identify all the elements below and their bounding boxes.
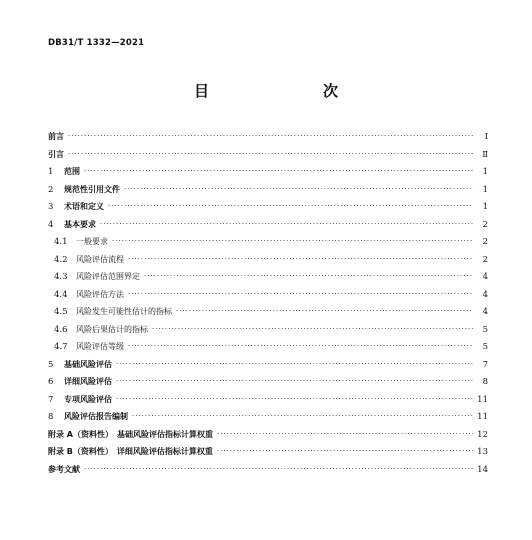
toc-entry-page: 5 [482, 342, 488, 352]
toc-entry-label: 风险评估范围界定 [76, 272, 140, 281]
toc-entry-label: 专项风险评估 [64, 394, 112, 404]
toc-entry-page: 2 [482, 254, 488, 265]
toc-leader-dots [124, 181, 473, 199]
toc-entry-number: 6 [48, 377, 54, 387]
toc-entry-number: 4.7 [54, 342, 68, 352]
toc-leader-dots [128, 286, 473, 304]
toc-entry[interactable] [48, 321, 488, 339]
toc-leader-dots [152, 321, 473, 339]
toc-leader-dots [144, 268, 473, 286]
toc-entry-page: 2 [482, 237, 488, 247]
toc-entry-page: 2 [482, 219, 488, 230]
toc-entry[interactable] [48, 408, 488, 426]
toc-entry-page: 4 [482, 307, 488, 317]
toc-leader-dots [112, 233, 473, 251]
toc-entry-page: 1 [482, 202, 488, 212]
toc-entry-number: 7 [48, 394, 54, 405]
toc-entry-page: 11 [477, 394, 488, 405]
toc-entry-label: 基本要求 [64, 219, 96, 229]
toc-entry-page: 8 [482, 377, 488, 387]
toc-entry[interactable] [48, 286, 488, 304]
toc-entry-label: 风险评估方法 [76, 289, 124, 299]
toc-entry[interactable] [48, 356, 488, 374]
toc-leader-dots [217, 443, 473, 461]
toc-leader-dots [128, 251, 473, 269]
toc-entry-label: 术语和定义 [64, 202, 104, 211]
toc-entry-label: 附录 A（资料性） 基础风险评估指标计算权重 [48, 429, 213, 439]
toc-entry-number: 1 [48, 167, 54, 177]
toc-leader-dots [68, 146, 473, 164]
toc-leader-dots [132, 408, 473, 426]
toc-entry[interactable] [48, 443, 488, 461]
toc-entry-label: 附录 B（资料性） 详细风险评估指标计算权重 [48, 447, 213, 456]
toc-entry-label: 范围 [64, 167, 80, 176]
toc-leader-dots [176, 303, 473, 321]
toc-entry-page: 11 [477, 412, 488, 422]
toc-entry[interactable] [48, 128, 488, 146]
toc-entry[interactable] [48, 391, 488, 409]
toc-entry-label: 风险评估报告编制 [64, 412, 128, 421]
toc-entry-label: 风险发生可能性估计的指标 [76, 307, 172, 316]
toc-entry-label: 风险后果估计的指标 [76, 324, 148, 334]
toc-entry-label: 参考文献 [48, 464, 80, 474]
toc-entry-label: 规范性引用文件 [64, 184, 120, 194]
toc-entry[interactable] [48, 251, 488, 269]
toc-entry[interactable] [48, 338, 488, 356]
toc-entry-label: 基础风险评估 [64, 359, 112, 369]
toc-entry[interactable] [48, 216, 488, 234]
toc-entry-page: 5 [482, 324, 488, 335]
toc-entry-page: 7 [482, 359, 488, 370]
toc-leader-dots [116, 391, 473, 409]
toc-leader-dots [84, 163, 473, 181]
toc-entry-number: 8 [48, 412, 54, 422]
toc-entry[interactable] [48, 146, 488, 164]
standard-code: DB31/T 1332—2021 [48, 38, 145, 48]
toc-entry-number: 2 [48, 184, 54, 195]
toc-entry-number: 4.4 [54, 289, 68, 300]
toc-entry-number: 4 [48, 219, 54, 230]
toc-entry-label: 一般要求 [76, 237, 108, 246]
page-title: 目 次 [193, 82, 366, 100]
toc-entry-number: 5 [48, 359, 54, 370]
toc-leader-dots [128, 338, 473, 356]
table-of-contents [48, 128, 488, 478]
toc-entry[interactable] [48, 198, 488, 216]
toc-entry-label: 引言 [48, 149, 64, 159]
toc-entry[interactable] [48, 233, 488, 251]
toc-entry-label: 详细风险评估 [64, 377, 112, 386]
toc-entry-number: 4.3 [54, 272, 68, 282]
toc-leader-dots [68, 128, 473, 146]
toc-leader-dots [84, 461, 473, 479]
toc-entry[interactable] [48, 268, 488, 286]
toc-entry-page: 1 [482, 167, 488, 177]
toc-entry[interactable] [48, 461, 488, 479]
toc-leader-dots [108, 198, 473, 216]
toc-entry-number: 4.6 [54, 324, 68, 335]
toc-entry-page: 12 [477, 429, 488, 440]
toc-entry-number: 4.5 [54, 307, 68, 317]
toc-leader-dots [217, 426, 473, 444]
toc-entry-label: 风险评估等级 [76, 342, 124, 351]
toc-entry-page: 14 [477, 464, 488, 475]
toc-entry-label: 前言 [48, 132, 64, 141]
toc-entry-page: Ⅱ [482, 149, 488, 160]
toc-entry-page: 4 [482, 272, 488, 282]
toc-entry-number: 4.1 [54, 237, 68, 247]
toc-entry-number: 4.2 [54, 254, 68, 265]
toc-entry-page: Ⅰ [484, 132, 488, 142]
toc-entry-page: 1 [482, 184, 488, 195]
toc-entry[interactable] [48, 181, 488, 199]
toc-leader-dots [116, 356, 473, 374]
toc-entry-label: 风险评估流程 [76, 254, 124, 264]
toc-entry[interactable] [48, 303, 488, 321]
toc-entry-page: 13 [477, 447, 488, 457]
toc-entry-number: 3 [48, 202, 54, 212]
toc-entry[interactable] [48, 426, 488, 444]
toc-leader-dots [100, 216, 473, 234]
toc-entry[interactable] [48, 373, 488, 391]
toc-entry[interactable] [48, 163, 488, 181]
toc-leader-dots [116, 373, 473, 391]
toc-entry-page: 4 [482, 289, 488, 300]
